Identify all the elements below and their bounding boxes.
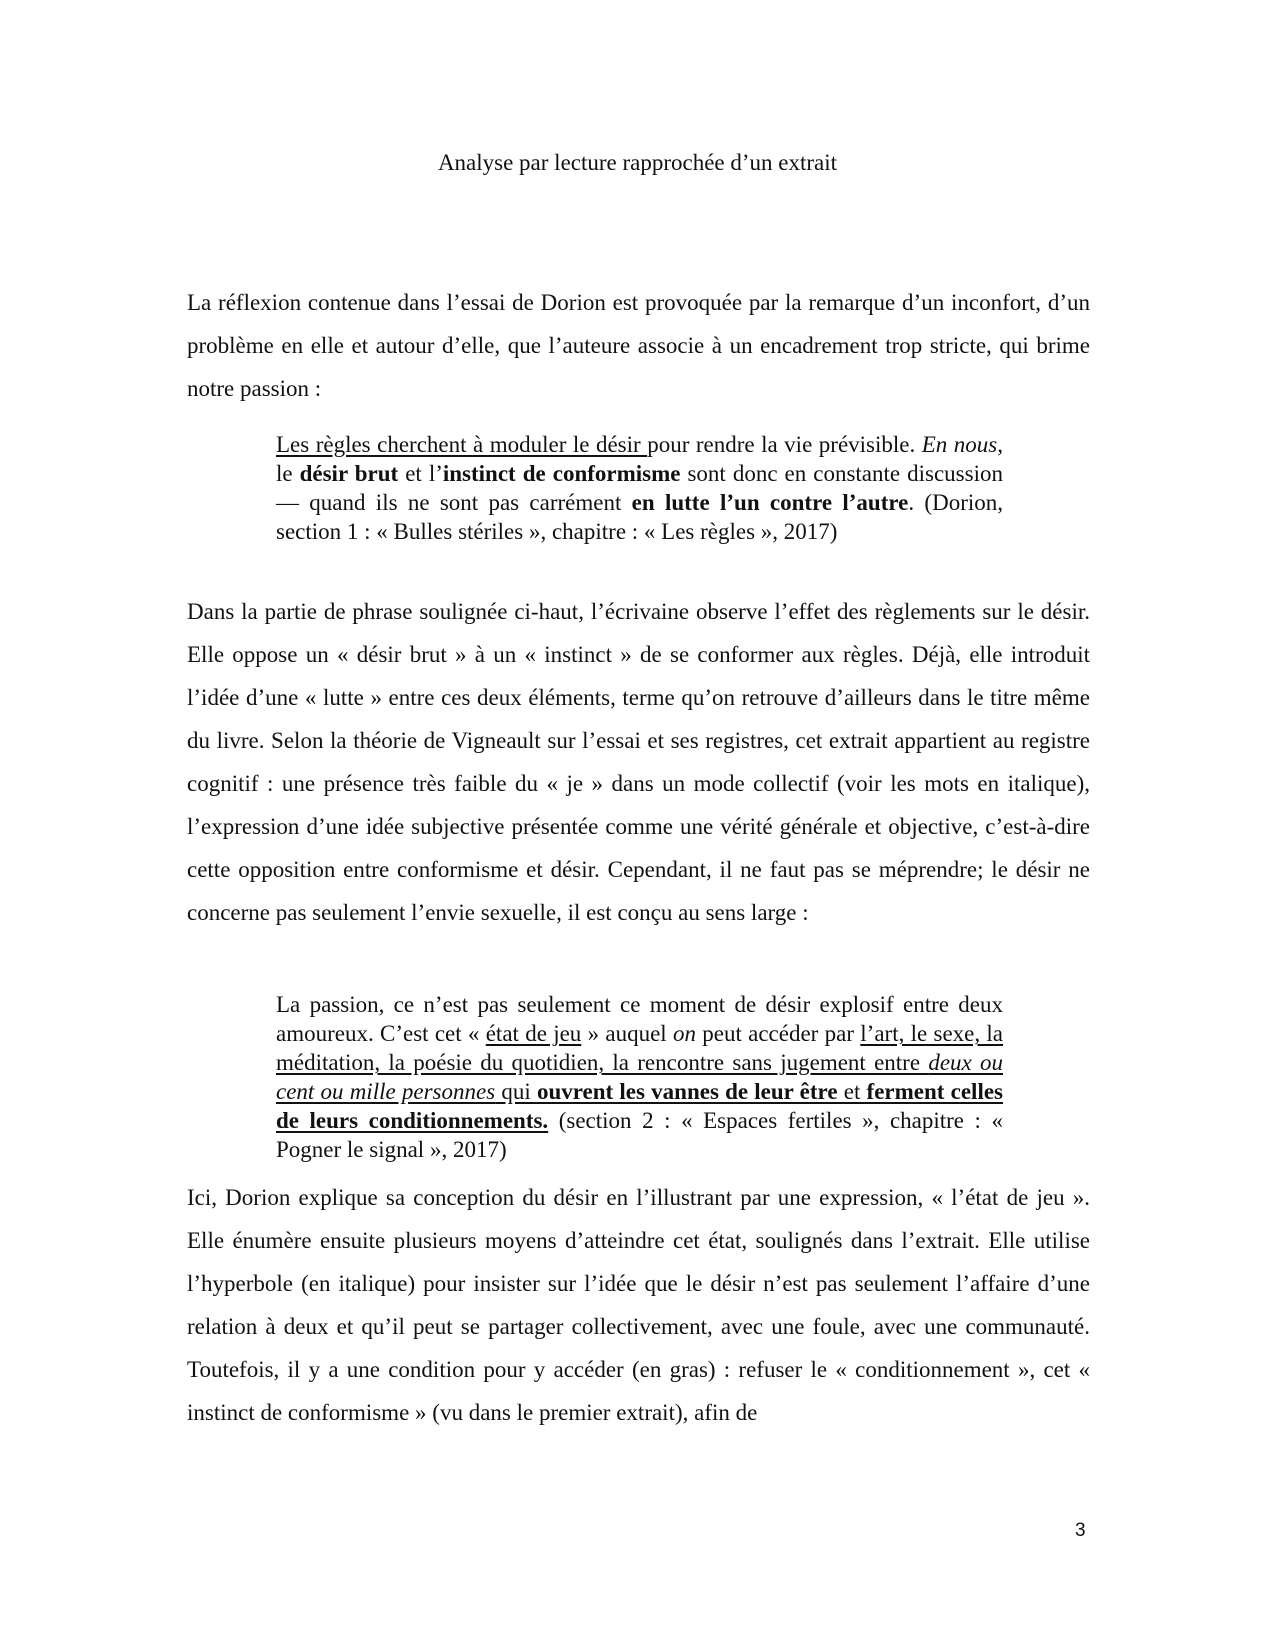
quote2-underlined-text: et [837, 1079, 867, 1104]
quote2-underlined-list: l’art, le sexe, la méditation, la poésie du quotidien, la rencontre sans jugement entre [276, 1021, 1004, 1075]
page-number: 3 [1075, 1520, 1086, 1541]
quote2-italic-hyperbole: deux ou cent ou mille personnes [276, 1050, 1004, 1104]
quote1-text: pour rendre la vie prévisible. [647, 432, 922, 457]
quote2-underlined-text: qui [495, 1079, 537, 1104]
paragraph-analysis-1: Dans la partie de phrase soulignée ci-haut, l’écrivaine observe l’effet des règlements sur le désir. Elle oppose un « désir brut » à un « instinct » de se conformer aux règles. Déjà, elle introduit l’idée d’une « lutte » entre ces deux éléments, terme qu’on retrouve d’ailleurs dans le titre même du livre. Selon la théorie de Vigneault sur l’essai et ses registres, cet extrait appartient au registre cognitif : une présence très faible du « je » dans un mode collectif (voir les mots en italique), l’expression d’une idée subjective présentée comme une vérité générale et objective, c’est-à-dire cette opposition entre conformisme et désir. Cependant, il ne faut pas se méprendre; le désir ne concerne pas seulement l’envie sexuelle, il est conçu au sens large : [187, 599, 1090, 925]
quote2-text: La passion, ce n’est pas seulement ce moment de désir explosif entre deux amoureux. C’est cet « [276, 992, 1003, 1046]
document-title: Analyse par lecture rapprochée d’un extrait [437, 150, 838, 175]
paragraph-analysis-2: Ici, Dorion explique sa conception du désir en l’illustrant par une expression, « l’état de jeu ». Elle énumère ensuite plusieurs moyens d’atteindre cet état, soulignés dans l’extrait. Elle utilise l’hyperbole (en italique) pour insister sur l’idée que le désir n’est pas seulement l’affaire d’une relation à deux et qu’il peut se partager collectivement, avec une foule, avec une communauté. Toutefois, il y a une condition pour y accéder (en gras) : refuser le « conditionnement », cet « instinct de conformisme » (vu dans le premier extrait), afin de [187, 1185, 1090, 1425]
block-quote-1 [276, 430, 1003, 546]
quote1-bold-instinct: instinct de conformisme [442, 461, 681, 486]
quote1-underlined-phrase: Les règles cherchent à moduler le désir [276, 432, 648, 457]
paragraph-intro: La réflexion contenue dans l’essai de Dorion est provoquée par la remarque d’un inconfort, d’un problème en elle et autour d’elle, que l’auteure associe à un encadrement trop stricte, qui brime notre passion : [187, 290, 1090, 401]
quote1-text: sont donc en constante discussion — quand ils ne sont pas carrément [276, 461, 1003, 515]
quote1-italic-en-nous: En nous [921, 432, 998, 457]
quote2-text: peut accéder par [695, 1021, 861, 1046]
quote2-bold-ouvrent: ouvrent les vannes de leur être [536, 1079, 838, 1104]
quote2-italic-on: on [672, 1021, 696, 1046]
quote2-text: » auquel [581, 1021, 673, 1046]
block-quote-2 [276, 990, 1003, 1164]
quote1-text: , le [276, 432, 1003, 486]
quote1-citation: . (Dorion, section 1 : « Bulles stériles », chapitre : « Les règles », 2017) [276, 490, 1003, 544]
quote1-bold-lutte: en lutte l’un contre l’autre [631, 490, 909, 515]
quote1-bold-desir-brut: désir brut [299, 461, 399, 486]
quote2-bold-ferment: ferment celles de leurs conditionnements. [276, 1079, 1003, 1133]
quote2-citation: (section 2 : « Espaces fertiles », chapitre : « Pogner le signal », 2017) [276, 1108, 1003, 1162]
quote1-text: et l’ [398, 461, 443, 486]
quote2-underlined-etat-de-jeu: état de jeu [485, 1021, 582, 1046]
